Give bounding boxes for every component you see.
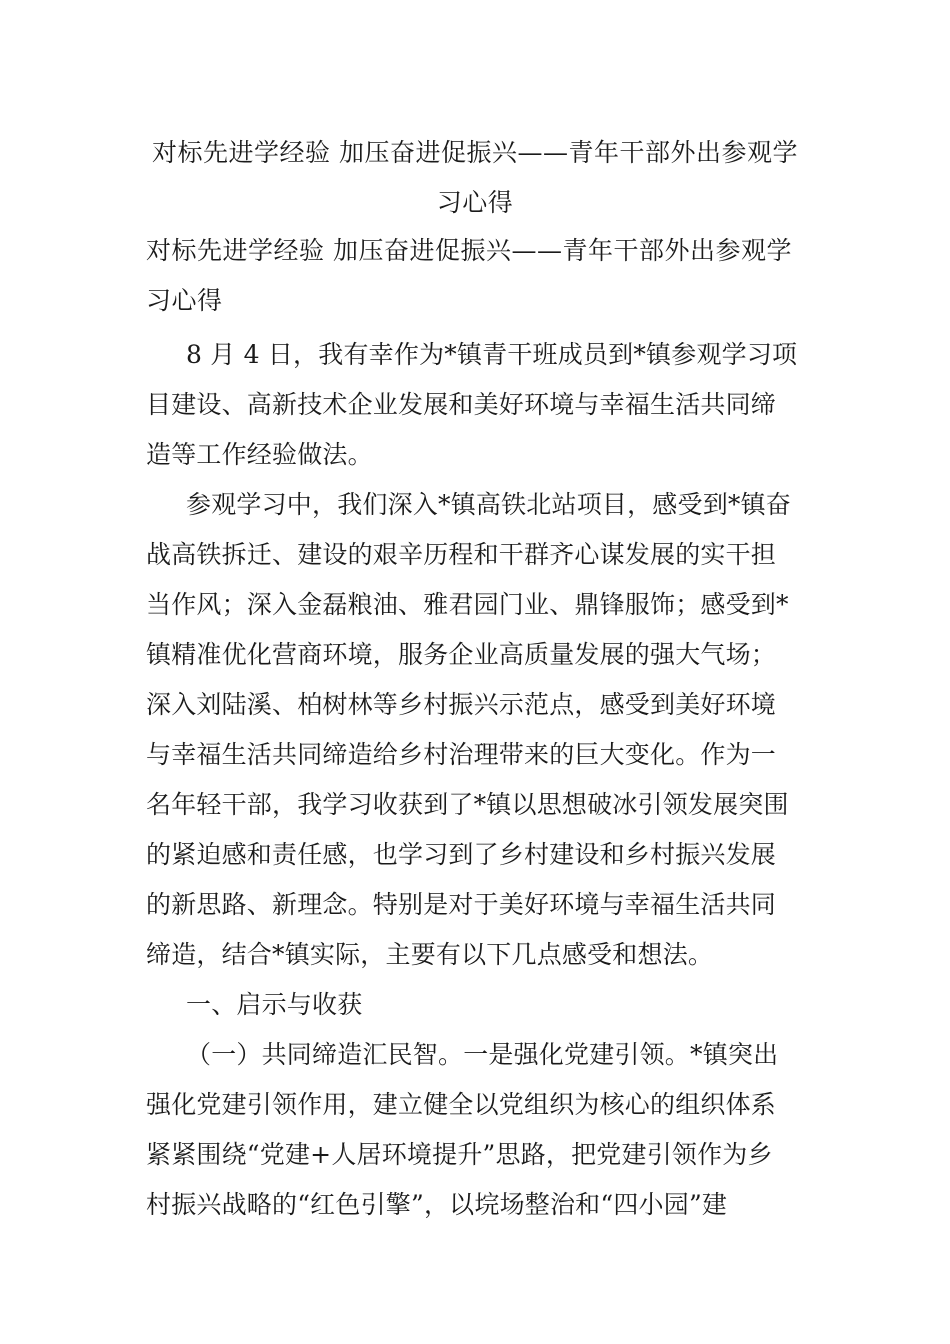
text-line: 的紧迫感和责任感，也学习到了乡村建设和乡村振兴发展 [146, 840, 777, 869]
document-body [146, 330, 816, 1230]
text-line: （一）共同缔造汇民智。一是强化党建引领。*镇突出 [186, 1040, 779, 1069]
paragraph-visit [146, 480, 816, 980]
text-line: 目建设、高新技术企业发展和美好环境与幸福生活共同缔 [146, 390, 777, 419]
text-line: 与幸福生活共同缔造给乡村治理带来的巨大变化。作为一 [146, 740, 777, 769]
document-title [140, 128, 810, 228]
text-line: 镇精准优化营商环境，服务企业高质量发展的强大气场； [146, 640, 777, 669]
title-line: 习心得 [436, 188, 514, 217]
text-line: 缔造，结合*镇实际，主要有以下几点感受和想法。 [146, 940, 714, 969]
text-line: 紧紧围绕“党建+人居环境提升”思路，把党建引领作为乡 [146, 1140, 773, 1169]
text-line: 村振兴战略的“红色引擎”，以垸场整治和“四小园”建 [146, 1190, 728, 1219]
heading-line: 一、启示与收获 [186, 990, 363, 1019]
text-line: 造等工作经验做法。 [146, 440, 373, 469]
text-line: 的新思路、新理念。特别是对于美好环境与幸福生活共同 [146, 890, 777, 919]
text-line: 名年轻干部，我学习收获到了*镇以思想破冰引领发展突围 [146, 790, 789, 819]
text-line: 参观学习中，我们深入*镇高铁北站项目，感受到*镇奋 [186, 490, 792, 519]
text-line: 深入刘陆溪、柏树林等乡村振兴示范点，感受到美好环境 [146, 690, 777, 719]
subtitle-line: 对标先进学经验 加压奋进促振兴——青年干部外出参观学 [146, 236, 792, 265]
text-line: 当作风；深入金磊粮油、雅君园门业、鼎锋服饰；感受到* [146, 590, 789, 619]
text-line: 强化党建引领作用，建立健全以党组织为核心的组织体系 [146, 1090, 777, 1119]
text-line: 8 月 4 日，我有幸作为*镇青干班成员到*镇参观学习项 [186, 340, 798, 369]
title-line: 对标先进学经验 加压奋进促振兴——青年干部外出参观学 [152, 138, 798, 167]
section-heading [146, 980, 816, 1030]
document-subtitle [146, 226, 816, 326]
subtitle-line: 习心得 [146, 286, 223, 315]
paragraph-intro [146, 330, 816, 480]
paragraph-section-1 [146, 1030, 816, 1230]
text-line: 战高铁拆迁、建设的艰辛历程和干群齐心谋发展的实干担 [146, 540, 777, 569]
